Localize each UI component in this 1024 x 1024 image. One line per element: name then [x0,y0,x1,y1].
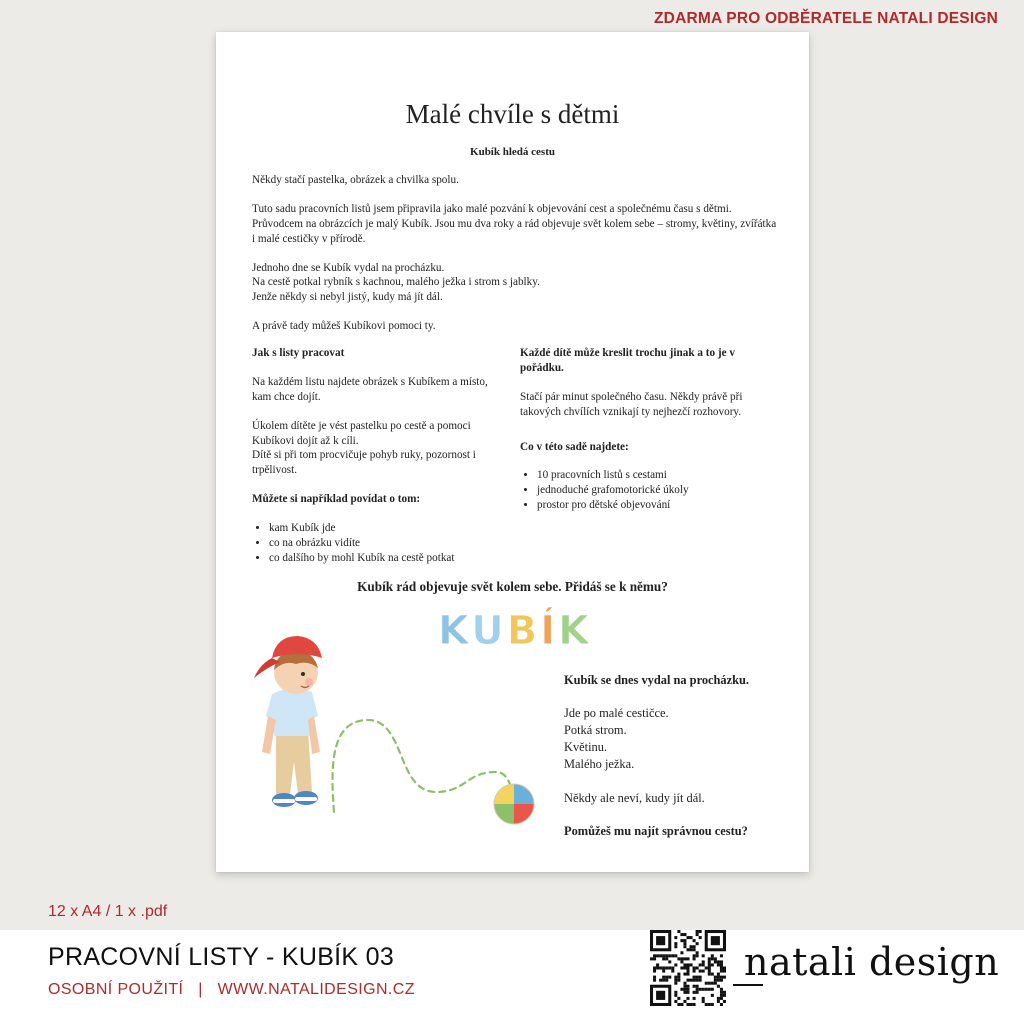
tagline: Kubík rád objevuje svět kolem sebe. Přidáš se k němu? [357,579,668,594]
left-column-list-heading: Můžete si například povídat o tom: [252,493,421,506]
separator: | [198,981,203,998]
qr-code-icon [650,930,726,1006]
right-column-paragraph-1: Stačí pár minut společného času. Někdy právě při takových chvílích vznikají ty nejhezčí rozhovory. [520,390,743,418]
kubik-logo [438,604,593,654]
list-item: • kam Kubík jde [269,521,500,536]
svg-text:KUBÍK [438,606,592,654]
list-item: • co dalšího by mohl Kubík na cestě potkat [269,551,500,566]
brand-logo: natali design [744,940,1000,984]
intro-paragraph-1: Někdy stačí pastelka, obrázek a chvilka spolu. [252,174,459,186]
brand-underline [733,984,763,986]
ball-icon [492,782,536,826]
left-column [252,346,500,566]
intro-paragraph-3: Jednoho dne se Kubík vydal na procházku. Na cestě potkal rybník s kachnou, malého ježka i strom s jablky. Jenže někdy si nebyl jistý, kudy má jít dál. [252,261,540,304]
intro-paragraph-2: Tuto sadu pracovních listů jsem připravila jako malé pozvání k objevování cest a společnému času s dětmi. Průvodcem na obrázcích je malý Kubík. Jsou mu dva roky a rád objevuje svět kolem sebe – stromy, květiny, zvířátka i malé cestičky v přírodě. [252,202,777,245]
worksheet-page [216,32,809,872]
story-heading: Kubík se dnes vydal na procházku. [564,673,750,687]
logo-letter: K [438,608,472,654]
product-specs: 12 x A4 / 1 x .pdf [48,903,168,920]
left-column-heading: Jak s listy pracovat [252,347,345,359]
footer-line [48,981,415,999]
right-column [520,346,770,513]
list-item: • co na obrázku vidíte [269,536,500,551]
list-item: • jednoduché grafomotorické úkoly [537,483,770,498]
right-column-list [520,468,770,513]
logo-letter: B [506,608,541,654]
document-subtitle: Kubík hledá cestu [470,146,555,158]
left-column-list [252,521,500,566]
story-line: Potká strom. [564,723,627,738]
left-column-paragraph-2: Úkolem dítěte je vést pastelku po cestě a pomoci Kubíkovi dojít až k cíli. Dítě si při tom procvičuje pohyb ruky, pozornost i trpělivost. [252,419,476,477]
intro-section [252,173,782,334]
top-banner: ZDARMA PRO ODBĚRATELE NATALI DESIGN [654,10,998,27]
product-title: PRACOVNÍ LISTY - KUBÍK 03 [48,943,395,971]
story-line: Jde po malé cestičce. [564,706,669,721]
logo-letter: Í [540,608,559,654]
list-item: • prostor pro dětské objevování [537,498,770,513]
right-column-heading: Každé dítě může kreslit trochu jinak a to je v pořádku. [520,347,735,374]
license-label: OSOBNÍ POUŽITÍ [48,981,184,998]
document-title: Malé chvíle s dětmi [405,99,620,129]
left-column-paragraph-1: Na každém listu najdete obrázek s Kubíkem a místo, kam chce dojít. [252,375,488,403]
story-line-2: Někdy ale neví, kudy jít dál. [564,790,705,805]
logo-letter: K [558,608,593,654]
story-section [564,672,794,840]
right-column-list-heading: Co v této sadě najdete: [520,440,629,453]
website-link[interactable]: WWW.NATALIDESIGN.CZ [217,981,415,998]
logo-letter: U [471,608,507,654]
story-line: Malého ježka. [564,757,635,772]
list-item: • 10 pracovních listů s cestami [537,468,770,483]
story-line: Květinu. [564,740,608,755]
intro-paragraph-4: A právě tady můžeš Kubíkovi pomoci ty. [252,320,436,333]
story-question: Pomůžeš mu najít správnou cestu? [564,823,748,838]
